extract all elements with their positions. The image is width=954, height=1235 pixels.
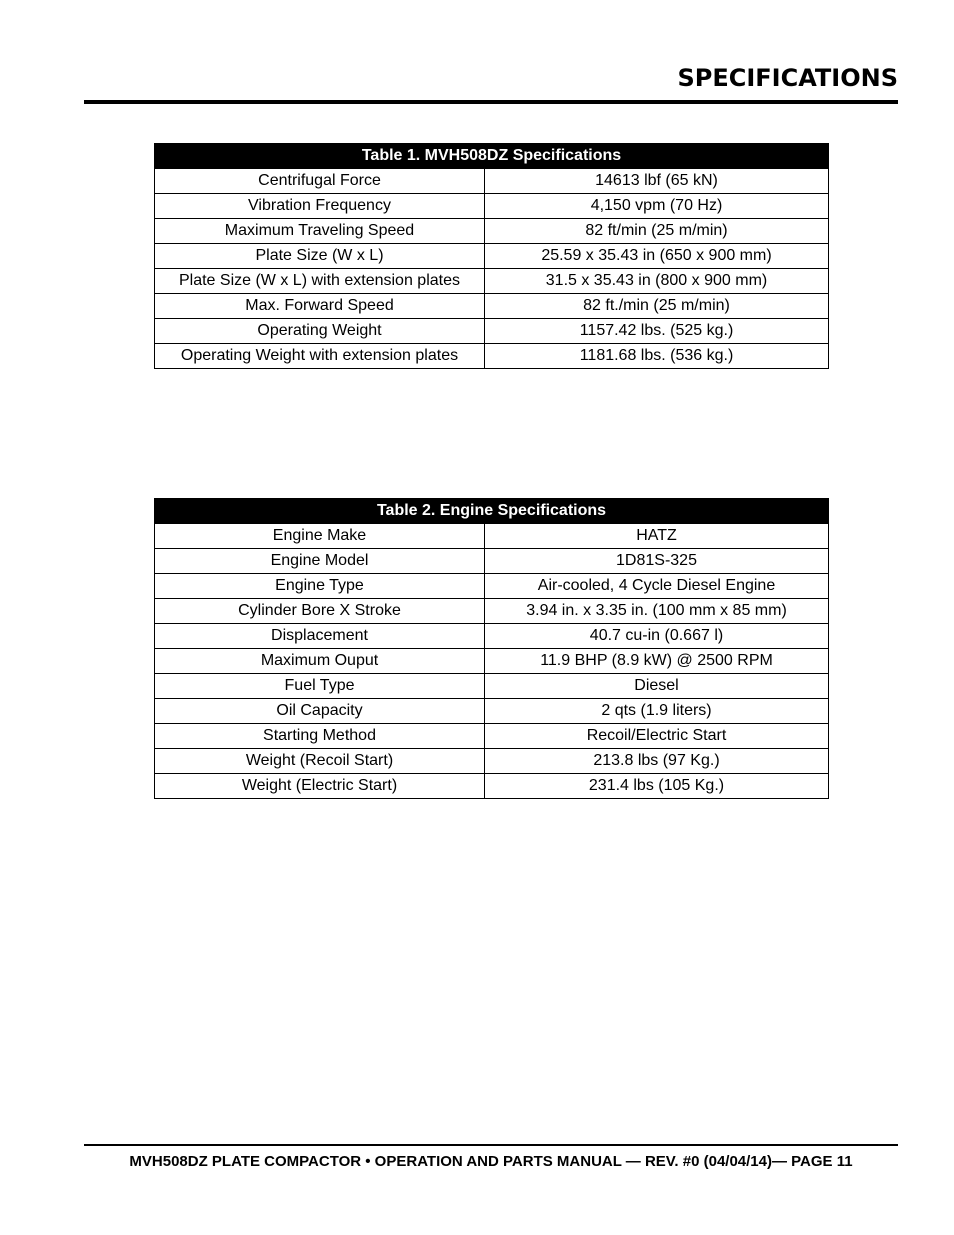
spec-value-cell: 1D81S-325 <box>485 549 829 574</box>
spec-value-cell: 25.59 x 35.43 in (650 x 900 mm) <box>485 244 829 269</box>
spec-label-cell: Engine Make <box>155 524 485 549</box>
spec-value-cell: HATZ <box>485 524 829 549</box>
table-row <box>155 219 829 244</box>
table-row <box>155 244 829 269</box>
spec-value-cell: 11.9 BHP (8.9 kW) @ 2500 RPM <box>485 649 829 674</box>
table-caption: Table 2. Engine Specifications <box>155 499 829 524</box>
table-row <box>155 699 829 724</box>
spec-value-cell: 40.7 cu-in (0.667 l) <box>485 624 829 649</box>
page-title: SPECIFICATIONS <box>677 64 898 92</box>
spec-value-cell: Diesel <box>485 674 829 699</box>
table-row <box>155 599 829 624</box>
spec-label-cell: Centrifugal Force <box>155 169 485 194</box>
spec-value-cell: 2 qts (1.9 liters) <box>485 699 829 724</box>
spec-label-cell: Starting Method <box>155 724 485 749</box>
spec-label-cell: Vibration Frequency <box>155 194 485 219</box>
spec-value-cell: 1157.42 lbs. (525 kg.) <box>485 319 829 344</box>
footer-rule <box>84 1144 898 1146</box>
spec-label-cell: Cylinder Bore X Stroke <box>155 599 485 624</box>
spec-label-cell: Oil Capacity <box>155 699 485 724</box>
table-row <box>155 294 829 319</box>
header-rule <box>84 100 898 104</box>
table-row <box>155 574 829 599</box>
spec-value-cell: 14613 lbf (65 kN) <box>485 169 829 194</box>
spec-label-cell: Displacement <box>155 624 485 649</box>
page-header <box>84 62 898 98</box>
spec-label-cell: Maximum Ouput <box>155 649 485 674</box>
table-row <box>155 749 829 774</box>
table-row <box>155 344 829 369</box>
spec-label-cell: Maximum Traveling Speed <box>155 219 485 244</box>
spec-label-cell: Fuel Type <box>155 674 485 699</box>
spec-value-cell: 4,150 vpm (70 Hz) <box>485 194 829 219</box>
spec-value-cell: 31.5 x 35.43 in (800 x 900 mm) <box>485 269 829 294</box>
spec-value-cell: Recoil/Electric Start <box>485 724 829 749</box>
table-caption: Table 1. MVH508DZ Specifications <box>155 144 829 169</box>
page-footer: MVH508DZ PLATE COMPACTOR • OPERATION AND PARTS MANUAL — REV. #0 (04/04/14)— PAGE 11 <box>129 1153 853 1170</box>
table-row <box>155 549 829 574</box>
spec-label-cell: Max. Forward Speed <box>155 294 485 319</box>
table-header-row <box>155 144 829 169</box>
table-row <box>155 774 829 799</box>
table-row <box>155 724 829 749</box>
table-row <box>155 524 829 549</box>
table-row <box>155 624 829 649</box>
spec-label-cell: Operating Weight <box>155 319 485 344</box>
table-row <box>155 674 829 699</box>
spec-value-cell: 82 ft./min (25 m/min) <box>485 294 829 319</box>
spec-label-cell: Operating Weight with extension plates <box>155 344 485 369</box>
engine-specifications-table <box>154 498 829 799</box>
table-body <box>155 524 829 799</box>
machine-specifications-table <box>154 143 829 369</box>
spec-label-cell: Weight (Electric Start) <box>155 774 485 799</box>
table-row <box>155 649 829 674</box>
table-row <box>155 169 829 194</box>
spec-value-cell: Air-cooled, 4 Cycle Diesel Engine <box>485 574 829 599</box>
table-header-row <box>155 499 829 524</box>
spec-label-cell: Plate Size (W x L) with extension plates <box>155 269 485 294</box>
table-body <box>155 169 829 369</box>
spec-label-cell: Engine Type <box>155 574 485 599</box>
spec-value-cell: 213.8 lbs (97 Kg.) <box>485 749 829 774</box>
table-row <box>155 319 829 344</box>
spec-label-cell: Engine Model <box>155 549 485 574</box>
spec-value-cell: 82 ft/min (25 m/min) <box>485 219 829 244</box>
spec-value-cell: 231.4 lbs (105 Kg.) <box>485 774 829 799</box>
table-row <box>155 269 829 294</box>
spec-value-cell: 1181.68 lbs. (536 kg.) <box>485 344 829 369</box>
spec-label-cell: Weight (Recoil Start) <box>155 749 485 774</box>
spec-value-cell: 3.94 in. x 3.35 in. (100 mm x 85 mm) <box>485 599 829 624</box>
table-row <box>155 194 829 219</box>
spec-label-cell: Plate Size (W x L) <box>155 244 485 269</box>
